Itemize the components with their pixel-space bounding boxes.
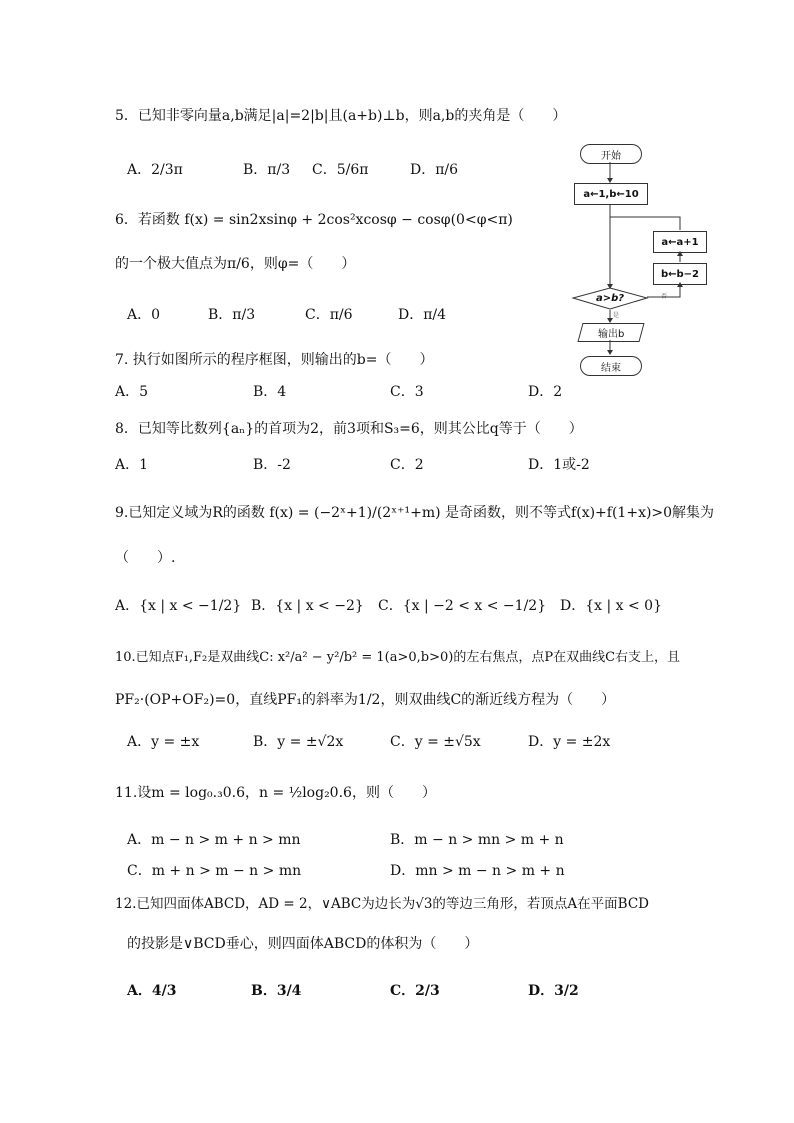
q12-option-c: C．2/3: [390, 983, 440, 999]
flowchart-output-label: 输出b: [597, 329, 625, 340]
q9-option-a: A．{x | x < −1/2}: [115, 598, 242, 614]
q10-option-c: C．y = ±√5x: [390, 734, 481, 750]
q11-option-d: D．mn > m − n > m + n: [390, 863, 565, 879]
q6-option-c: C．π/6: [305, 307, 353, 323]
q10-option-b: B．y = ±√2x: [253, 734, 344, 750]
q9-option-b: B．{x | x < −2}: [251, 598, 364, 614]
q7-option-d: D．2: [528, 384, 563, 400]
flowchart-update-b-box: b←b−2: [653, 263, 707, 285]
q7-option-a: A．5: [115, 384, 149, 400]
flowchart-output: [577, 323, 644, 342]
question-11-stem: 11.设m = log₀.₃0.6，n = ½log₂0.6，则（ ）: [115, 785, 436, 801]
q8-option-d: D．1或-2: [528, 457, 590, 473]
q10-option-a: A．y = ±x: [127, 734, 200, 750]
flowchart-no-label: 否: [661, 293, 668, 300]
q6-option-d: D．π/4: [398, 307, 447, 323]
q9-option-c: C．{x | −2 < x < −1/2}: [378, 598, 547, 614]
q9-option-d: D．{x | x < 0}: [560, 598, 662, 614]
flowchart-update-a-box: a←a+1: [653, 231, 707, 253]
q11-option-a: A．m − n > m + n > mn: [127, 832, 301, 848]
q8-option-a: A．1: [115, 457, 149, 473]
q11-option-b: B．m − n > mn > m + n: [390, 832, 564, 848]
question-7-stem: 7. 执行如图所示的程序框图，则输出的b=（ ）: [115, 352, 434, 368]
q12-option-a: A．4/3: [127, 983, 177, 999]
flowchart-yes-label: 是: [613, 312, 620, 319]
question-6-stem-line2: 的一个极大值点为π/6，则φ=（ ）: [115, 256, 356, 272]
q7-option-b: B．4: [253, 384, 287, 400]
q6-option-b: B．π/3: [208, 307, 256, 323]
q8-option-b: B．-2: [253, 457, 291, 473]
q8-option-c: C．2: [390, 457, 424, 473]
q12-option-d: D．3/2: [528, 983, 579, 999]
flowchart-end: 结束: [580, 356, 642, 376]
question-12-stem-line1: 12.已知四面体ABCD，AD = 2，∨ABC为边长为√3的等边三角形，若顶点A在平面BCD: [115, 896, 649, 912]
question-5-stem: 5．已知非零向量a,b满足|a|=2|b|且(a+b)⊥b，则a,b的夹角是（ ）: [115, 108, 567, 124]
flowchart-start: 开始: [580, 144, 642, 164]
question-12-stem-line2: 的投影是∨BCD垂心，则四面体ABCD的体积为（ ）: [127, 936, 479, 952]
question-6-stem-line1: 6．若函数 f(x) = sin2xsinφ + 2cos²xcosφ − cosφ(0<φ<π): [115, 212, 513, 228]
flowchart-init-box: a←1,b←10: [574, 183, 648, 205]
question-9-stem-line1: 9.已知定义域为R的函数 f(x) = (−2ˣ+1)/(2ˣ⁺¹+m) 是奇函数，则不等式f(x)+f(1+x)>0解集为: [115, 505, 715, 521]
flowchart-condition-label: a>b?: [595, 293, 625, 304]
q5-option-a: A．2/3π: [127, 162, 183, 178]
question-10-stem-line1: 10.已知点F₁,F₂是双曲线C: x²/a² − y²/b² = 1(a>0,b>0)的左右焦点，点P在双曲线C右支上，且: [115, 650, 681, 665]
q12-option-b: B．3/4: [251, 983, 302, 999]
question-10-stem-line2: PF₂·(OP+OF₂)=0，直线PF₁的斜率为1/2，则双曲线C的渐近线方程为（ ）: [115, 692, 616, 708]
flowchart-connectors: [565, 140, 715, 380]
flowchart: [565, 140, 715, 380]
q10-option-d: D．y = ±2x: [528, 734, 611, 750]
question-9-stem-line2: （ ）.: [115, 550, 176, 566]
q5-option-b: B．π/3: [243, 162, 291, 178]
question-8-stem: 8．已知等比数列{aₙ}的首项为2，前3项和S₃=6，则其公比q等于（ ）: [115, 421, 583, 437]
q7-option-c: C．3: [390, 384, 424, 400]
q5-option-d: D．π/6: [410, 162, 459, 178]
q11-option-c: C．m + n > m − n > mn: [127, 863, 302, 879]
q5-option-c: C．5/6π: [312, 162, 369, 178]
q6-option-a: A．0: [127, 307, 161, 323]
